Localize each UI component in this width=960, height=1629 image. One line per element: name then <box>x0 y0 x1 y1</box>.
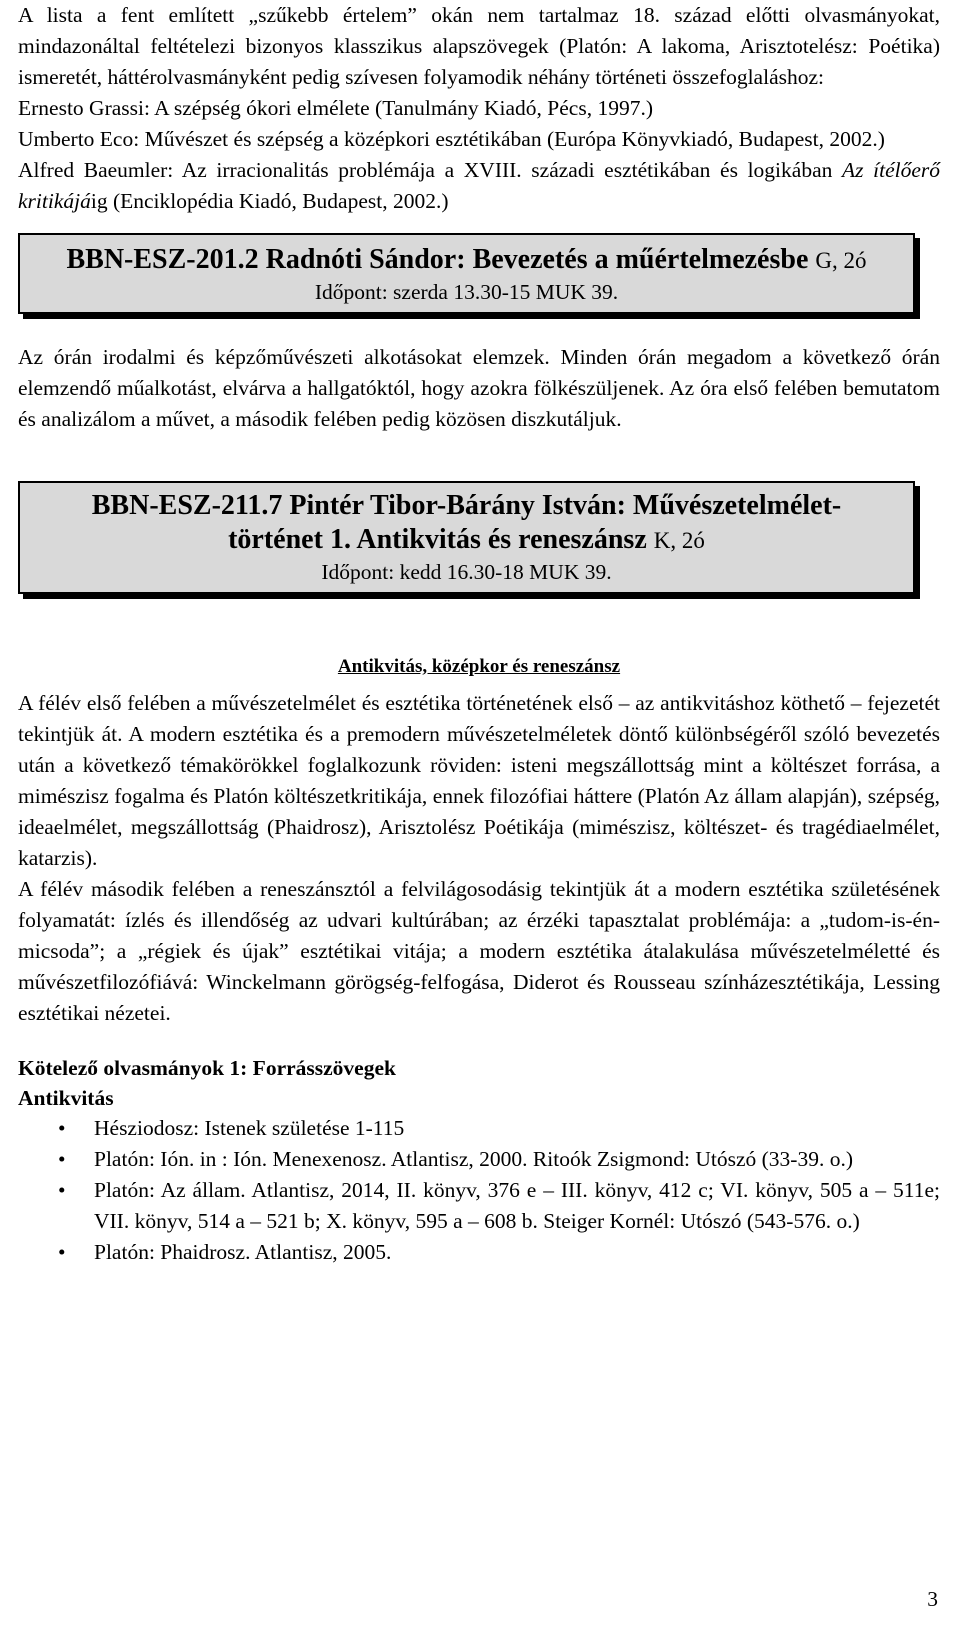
reference-list <box>18 93 940 217</box>
list-item <box>58 1113 940 1144</box>
reference-text: ig (Enciklopédia Kiadó, Budapest, 2002.) <box>90 189 449 213</box>
section-heading: Antikvitás, középkor és reneszánsz <box>337 656 621 677</box>
course-credits: G, 2ó <box>815 248 867 273</box>
course-code: BBN-ESZ-201.2 <box>66 244 259 275</box>
reference-item: Ernesto Grassi: A szépség ókori elmélete (Tanulmány Kiadó, Pécs, 1997.) <box>18 96 653 120</box>
course-header-box <box>18 481 915 594</box>
readings-subheading: Antikvitás <box>18 1086 114 1110</box>
reading-text: Platón: Phaidrosz. Atlantisz, 2005. <box>94 1240 392 1264</box>
bullet-icon: • <box>58 1240 66 1264</box>
bullet-icon: • <box>58 1178 66 1202</box>
document-page <box>18 0 940 1268</box>
course-title <box>20 489 913 558</box>
reading-list <box>18 1113 940 1268</box>
reference-text: Alfred Baeumler: Az irracionalitás problémája a XVIII. századi esztétikában és logikában <box>18 158 842 182</box>
list-item <box>58 1144 940 1175</box>
body-paragraph: A félév második felében a reneszánsztól a felvilágosodásig tekintjük át a modern esztétika születésének folyamatát: ízlés és illendőség az udvari kultúrában; az érzéki tapasztalat problémája: a „tudom-is-én-micsoda”; a „régiek és újak” esztétikai vitája; a modern esztétika átalakulása művészetelméletté és művészetfilozófiává: Winckelmann görögség-felfogása, Diderot és Rousseau színházesztétikája, Lessing esztétikai nézetei. <box>18 877 940 1025</box>
course-name: Radnóti Sándor: Bevezetés a műértelmezésbe <box>258 244 816 275</box>
course-title <box>20 243 913 278</box>
bullet-icon: • <box>58 1147 66 1171</box>
course-description: Az órán irodalmi és képzőművészeti alkotásokat elemzek. Minden órán megadom a következő órán elemzendő műalkotást, elvárva a hallgatóktól, hogy azokra fölkészüljenek. Az óra első felében bemutatom és analizálom a művet, a második felében pedig közösen diszkutáljuk. <box>18 345 940 431</box>
reference-item: Umberto Eco: Művészet és szépség a középkori esztétikában (Európa Könyvkiadó, Budapest, 2002.) <box>18 127 885 151</box>
page-number: 3 <box>927 1587 938 1611</box>
reading-text: Platón: Az állam. Atlantisz, 2014, II. könyv, 376 e – III. könyv, 412 c; VI. könyv, 505 a – 511e; VII. könyv, 514 a – 521 b; X. könyv, 595 a – 608 b. Steiger Kornél: Utószó (543-576. o.) <box>94 1178 940 1233</box>
course-credits: K, 2ó <box>653 528 705 553</box>
reference-item <box>18 155 940 217</box>
course-header-box <box>18 233 915 314</box>
readings-heading: Kötelező olvasmányok 1: Forrásszövegek <box>18 1056 396 1080</box>
course-time: Időpont: szerda 13.30-15 MUK 39. <box>314 280 619 304</box>
list-item <box>58 1175 940 1237</box>
course-code: BBN-ESZ-211.7 <box>91 490 283 521</box>
course-name-continued: történet 1. Antikvitás és reneszánsz <box>228 524 654 555</box>
reading-text: Hésziodosz: Istenek születése 1-115 <box>94 1116 405 1140</box>
body-paragraph: A félév első felében a művészetelmélet és esztétika történetének első – az antikvitáshoz köthető – fejezetét tekintjük át. A modern esztétika és a premodern művészetelméletek döntő különbségéről szóló bevezetés után a következő témakörökkel foglalkozunk röviden: isteni megszállottság mint a költészet forrása, a mimészisz fogalma és Platón költészetkritikája, ennek filozófiai háttere (Platón Az állam alapján), szépség, ideaelmélet, megszállottság (Phaidrosz), Arisztolész Poétikája (mimészisz, költészet- és tragédiaelmélet, katarzis). <box>18 691 940 870</box>
bullet-icon: • <box>58 1116 66 1140</box>
reading-text: Platón: Ión. in : Ión. Menexenosz. Atlantisz, 2000. Ritoók Zsigmond: Utószó (33-39. o.) <box>94 1147 853 1171</box>
list-item <box>58 1237 940 1268</box>
course-time: Időpont: kedd 16.30-18 MUK 39. <box>321 560 612 584</box>
reference-italic-title: Az ítélőerő kritikájá <box>18 158 940 213</box>
intro-paragraph: A lista a fent említett „szűkebb értelem” okán nem tartalmaz 18. század előtti olvasmányokat, mindazonáltal feltételezi bizonyos klasszikus alapszövegek (Platón: A lakoma, Arisztotelész: Poétika) ismeretét, háttérolvasmányként pedig szívesen folyamodik néhány történeti összefoglaláshoz: <box>18 3 940 89</box>
course-name: Pintér Tibor-Bárány István: Művészetelmélet- <box>282 490 842 521</box>
